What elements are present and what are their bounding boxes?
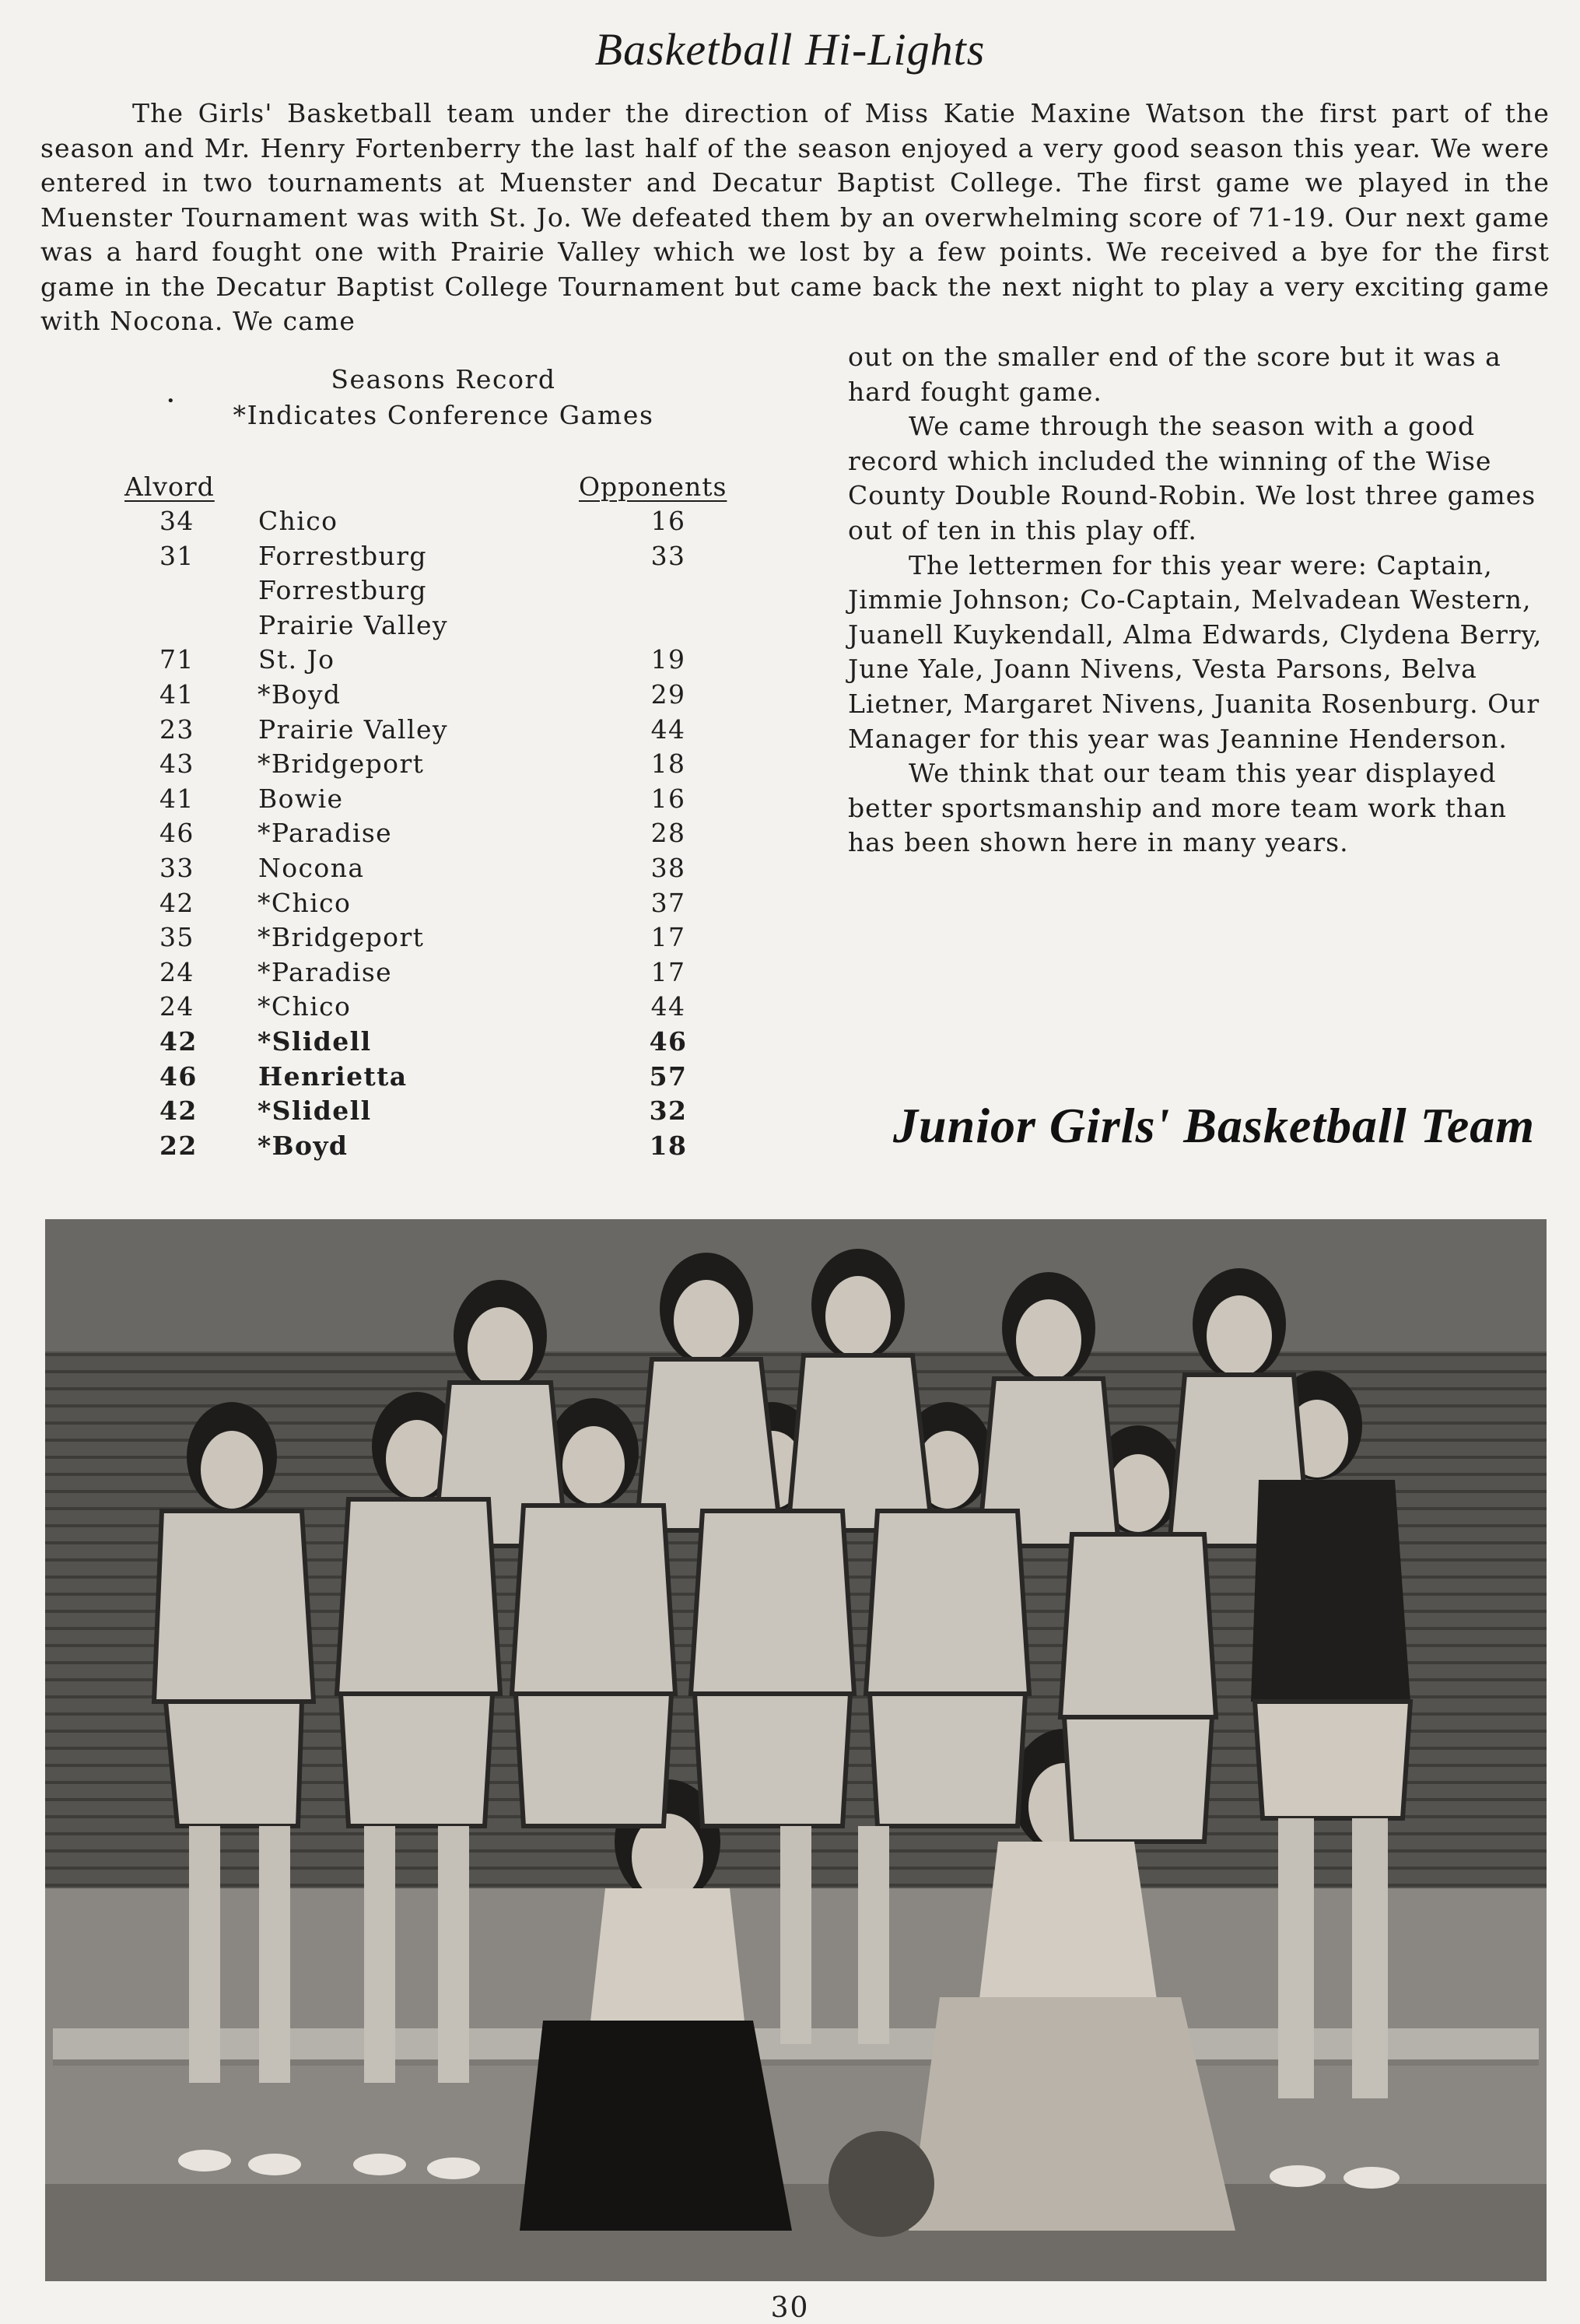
record-row [117,679,739,714]
page-title: Basketball Hi-Lights [594,24,986,75]
opponent-team: St. Jo [258,644,335,675]
alvord-score: 33 [159,852,194,883]
opponent-team: *Boyd [257,678,342,710]
opponent-score: 57 [649,1060,688,1092]
opponent-score: 46 [649,1025,688,1057]
record-row [117,506,739,541]
opponent-score: 38 [650,852,686,883]
opponent-team: *Boyd [257,1130,349,1161]
right-paragraph-3: The lettermen for this year were: Captain, Jimmie Johnson; Co-Captain, Melvadean Western, Juanell Kuykendall, Alma Edwards, Clydena Berry, June Yale, Joann Nivens, Vesta Parsons, Belva Lietner, Margaret Nivens, Juanita Rosenburg. Our Manager for this year was Jeannine Henderson. [848,549,1543,754]
opponent-score: 37 [650,887,686,918]
opponent-score: 29 [650,678,686,710]
record-row [117,888,739,923]
alvord-score: 24 [159,956,194,987]
record-row [117,748,739,783]
alvord-score: 42 [159,1095,198,1127]
opponent-team: *Paradise [257,956,393,987]
opponent-team: Henrietta [258,1060,408,1092]
opponents-column-header: Opponents [579,471,727,502]
opponent-team: Forrestburg [258,575,427,606]
record-row [117,922,739,957]
alvord-score: 41 [159,783,194,814]
alvord-score: 42 [159,887,194,918]
alvord-score: 71 [159,644,194,675]
record-row [117,1095,739,1130]
opponent-team: *Bridgeport [257,748,425,780]
opponent-team: Forrestburg [258,540,427,571]
season-record-table [117,506,739,1165]
record-row [117,991,739,1026]
record-row [117,818,739,853]
opponent-score: 28 [650,818,686,849]
photo-caption: Junior Girls' Basketball Team [893,1098,1535,1153]
opponent-team: *Paradise [257,818,393,849]
opponent-score: 33 [650,540,686,571]
opponent-team: *Slidell [257,1095,372,1127]
opponent-team: Chico [258,506,338,536]
opponent-score: 32 [649,1095,688,1127]
print-speck: • [166,393,175,409]
right-paragraph-4: We think that our team this year displayed better sportsmanship and more team work than has been shown here in many years. [848,758,1508,858]
alvord-score: 43 [159,748,194,780]
right-column [848,340,1548,861]
opponent-team: Prairie Valley [258,713,448,745]
record-row [117,1026,739,1061]
record-row [117,1061,739,1096]
opponent-score: 18 [649,1130,688,1161]
alvord-score: 46 [159,818,194,849]
record-row [117,575,739,610]
alvord-column-header: Alvord [124,471,215,502]
opponent-score: 19 [650,644,686,675]
team-photo-illustration [45,1219,1547,2281]
opponent-score: 16 [650,506,686,536]
alvord-score: 41 [159,678,194,710]
record-note: *Indicates Conference Games [233,400,654,430]
right-paragraph-2: We came through the season with a good record which included the winning of the Wise County Double Round-Robin. We lost three games out of ten in this play off. [848,411,1536,545]
opponent-score: 18 [650,748,686,780]
right-paragraph-1: out on the smaller end of the score but it was a hard fought game. [848,342,1501,407]
opponent-team: Prairie Valley [258,609,448,640]
intro-paragraph: The Girls' Basketball team under the direction of Miss Katie Maxine Watson the first part of the season and Mr. Henry Fortenberry the last half of the season enjoyed a very good season this year. We were entered in two tournaments at Muenster and Decatur Baptist College. The first game we played in the Muenster Tournament was with St. Jo. We defeated them by an overwhelming score of 71-19. Our next game was a hard fought one with Prairie Valley which we lost by a few points. We received a bye for the first game in the Decatur Baptist College Tournament but came back the next night to play a very exciting game with Nocona. We came [40,98,1550,336]
record-heading: Seasons Record [331,364,556,394]
record-row [117,957,739,992]
opponent-team: *Chico [257,991,352,1022]
opponent-team: Bowie [258,783,344,814]
record-row [117,853,739,888]
alvord-score: 31 [159,540,194,571]
record-row [117,714,739,749]
alvord-score: 42 [159,1025,198,1057]
opponent-score: 16 [650,783,686,814]
alvord-score: 23 [159,713,194,745]
opponent-team: Nocona [258,852,365,883]
opponent-team: *Chico [257,887,352,918]
alvord-score: 22 [159,1130,198,1161]
record-row [117,783,739,818]
opponent-score: 17 [650,922,686,953]
record-row [117,610,739,645]
opponent-score: 44 [650,713,686,745]
alvord-score: 24 [159,991,194,1022]
record-row [117,644,739,679]
page-number: 30 [770,2292,810,2324]
opponent-score: 44 [650,991,686,1022]
record-row [117,1130,739,1166]
team-photo [45,1219,1547,2281]
record-row [117,541,739,576]
opponent-score: 17 [650,956,686,987]
alvord-score: 34 [159,506,194,536]
opponent-team: *Slidell [257,1025,372,1057]
alvord-score: 46 [159,1060,198,1092]
alvord-score: 35 [159,922,194,953]
opponent-team: *Bridgeport [257,922,425,953]
